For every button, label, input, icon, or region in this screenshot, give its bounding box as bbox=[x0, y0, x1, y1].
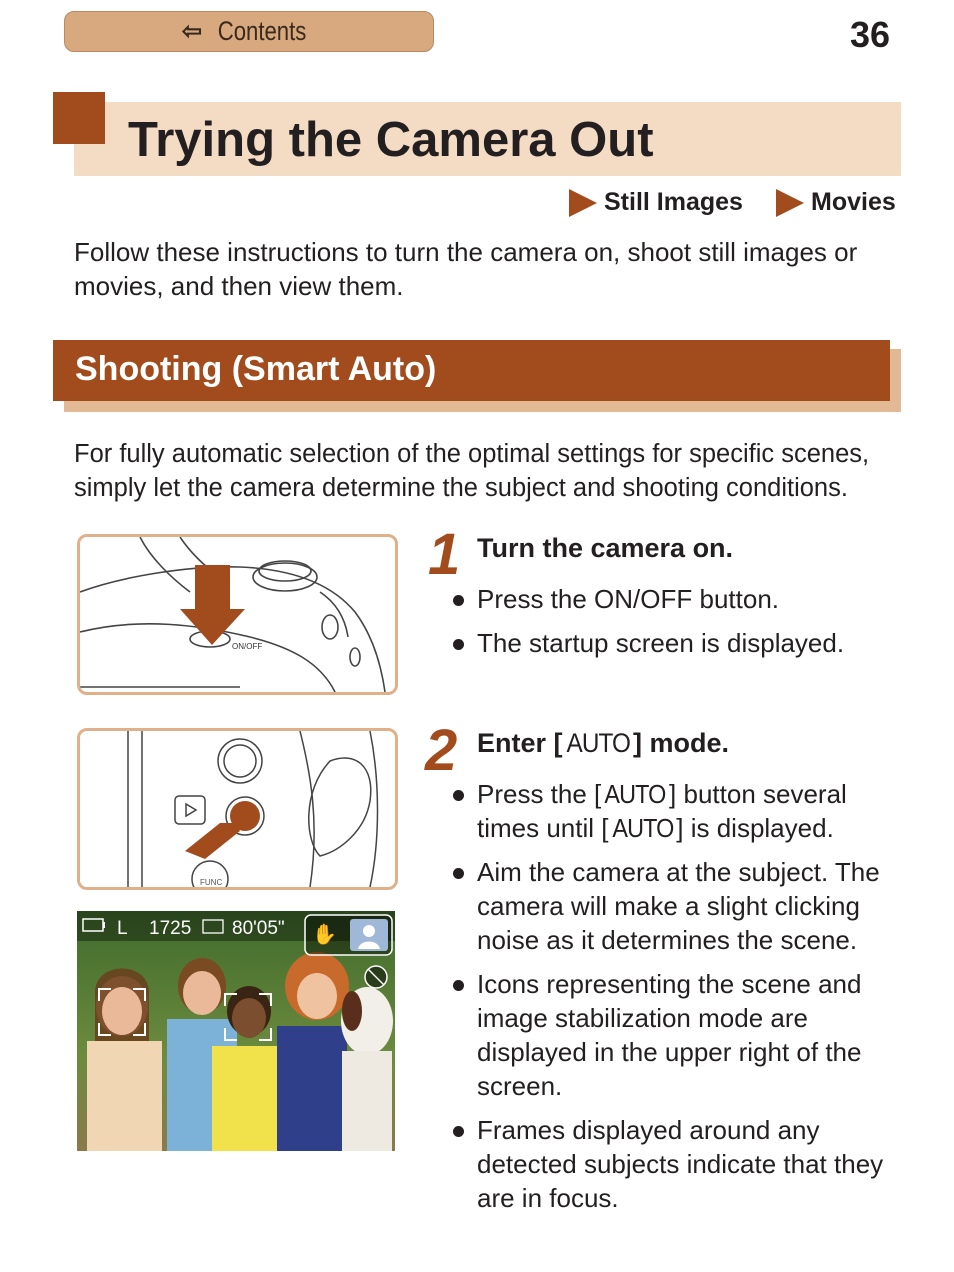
list-item: Press the [ AUTO ] button several times until [ AUTO ] is displayed. bbox=[451, 777, 911, 845]
arrow-left-icon: ⇦ bbox=[181, 18, 203, 45]
list-item: Icons representing the scene and image stabilization mode are displayed in the upper right of the screen. bbox=[451, 967, 911, 1103]
press-arrow bbox=[185, 823, 240, 859]
scene-photo bbox=[77, 911, 395, 1151]
step-number: 2 bbox=[425, 718, 458, 783]
camera-back-drawing bbox=[80, 731, 395, 887]
movie-time: 80'05" bbox=[232, 918, 285, 939]
step-2-bullets bbox=[451, 777, 911, 1225]
step-title: Enter [ AUTO ] mode. bbox=[477, 728, 730, 758]
stabilization-icon: ✋ bbox=[312, 922, 337, 946]
triangle-icon bbox=[569, 189, 597, 217]
lcd-screen-photo bbox=[77, 911, 395, 1151]
contents-label: Contents bbox=[217, 16, 307, 46]
section-title: Shooting (Smart Auto) bbox=[75, 350, 437, 388]
step-title: Turn the camera on. bbox=[477, 533, 734, 563]
list-item: Press the ON/OFF button. bbox=[451, 582, 911, 616]
bullet-icon bbox=[453, 790, 464, 801]
auto-mode-icon: AUTO bbox=[611, 813, 673, 843]
list-item: The startup screen is displayed. bbox=[451, 626, 911, 660]
page-number: 36 bbox=[849, 14, 890, 55]
func-label: FUNC bbox=[200, 878, 223, 887]
bullet-icon bbox=[453, 595, 464, 606]
press-arrow-shaft bbox=[195, 565, 230, 610]
list-item: Frames displayed around any detected subjects indicate that they are in focus. bbox=[451, 1113, 911, 1215]
mode-tag-still-images bbox=[569, 188, 743, 217]
title-accent-square bbox=[53, 92, 105, 144]
contents-button[interactable] bbox=[64, 11, 434, 52]
page-title: Trying the Camera Out bbox=[128, 113, 654, 167]
intro-text: Follow these instructions to turn the camera on, shoot still images or movies, and then view them. bbox=[74, 237, 858, 301]
mode-tag-movies bbox=[776, 188, 896, 217]
list-item: Aim the camera at the subject. The camera will make a slight clicking noise as it determines the scene. bbox=[451, 855, 911, 957]
step-number: 1 bbox=[428, 522, 461, 587]
section-description: For fully automatic selection of the optimal settings for specific scenes, simply let the camera determine the subject and shooting conditions. bbox=[74, 440, 870, 502]
power-label: ON/OFF bbox=[232, 642, 263, 651]
triangle-icon bbox=[776, 189, 804, 217]
mode-tag-label: Movies bbox=[811, 188, 896, 216]
auto-button-illustration bbox=[77, 728, 398, 890]
bullet-icon bbox=[453, 1126, 464, 1137]
resolution-label: L bbox=[117, 918, 128, 939]
mode-tag-label: Still Images bbox=[604, 188, 743, 216]
shots-remaining: 1725 bbox=[149, 918, 192, 939]
auto-mode-icon: AUTO bbox=[604, 779, 666, 809]
bullet-icon bbox=[453, 639, 464, 650]
power-button-illustration bbox=[77, 534, 398, 695]
bullet-icon bbox=[453, 980, 464, 991]
step-1-bullets bbox=[451, 582, 911, 670]
camera-top-drawing bbox=[80, 537, 395, 692]
bullet-icon bbox=[453, 868, 464, 879]
auto-mode-icon: AUTO bbox=[566, 728, 630, 758]
